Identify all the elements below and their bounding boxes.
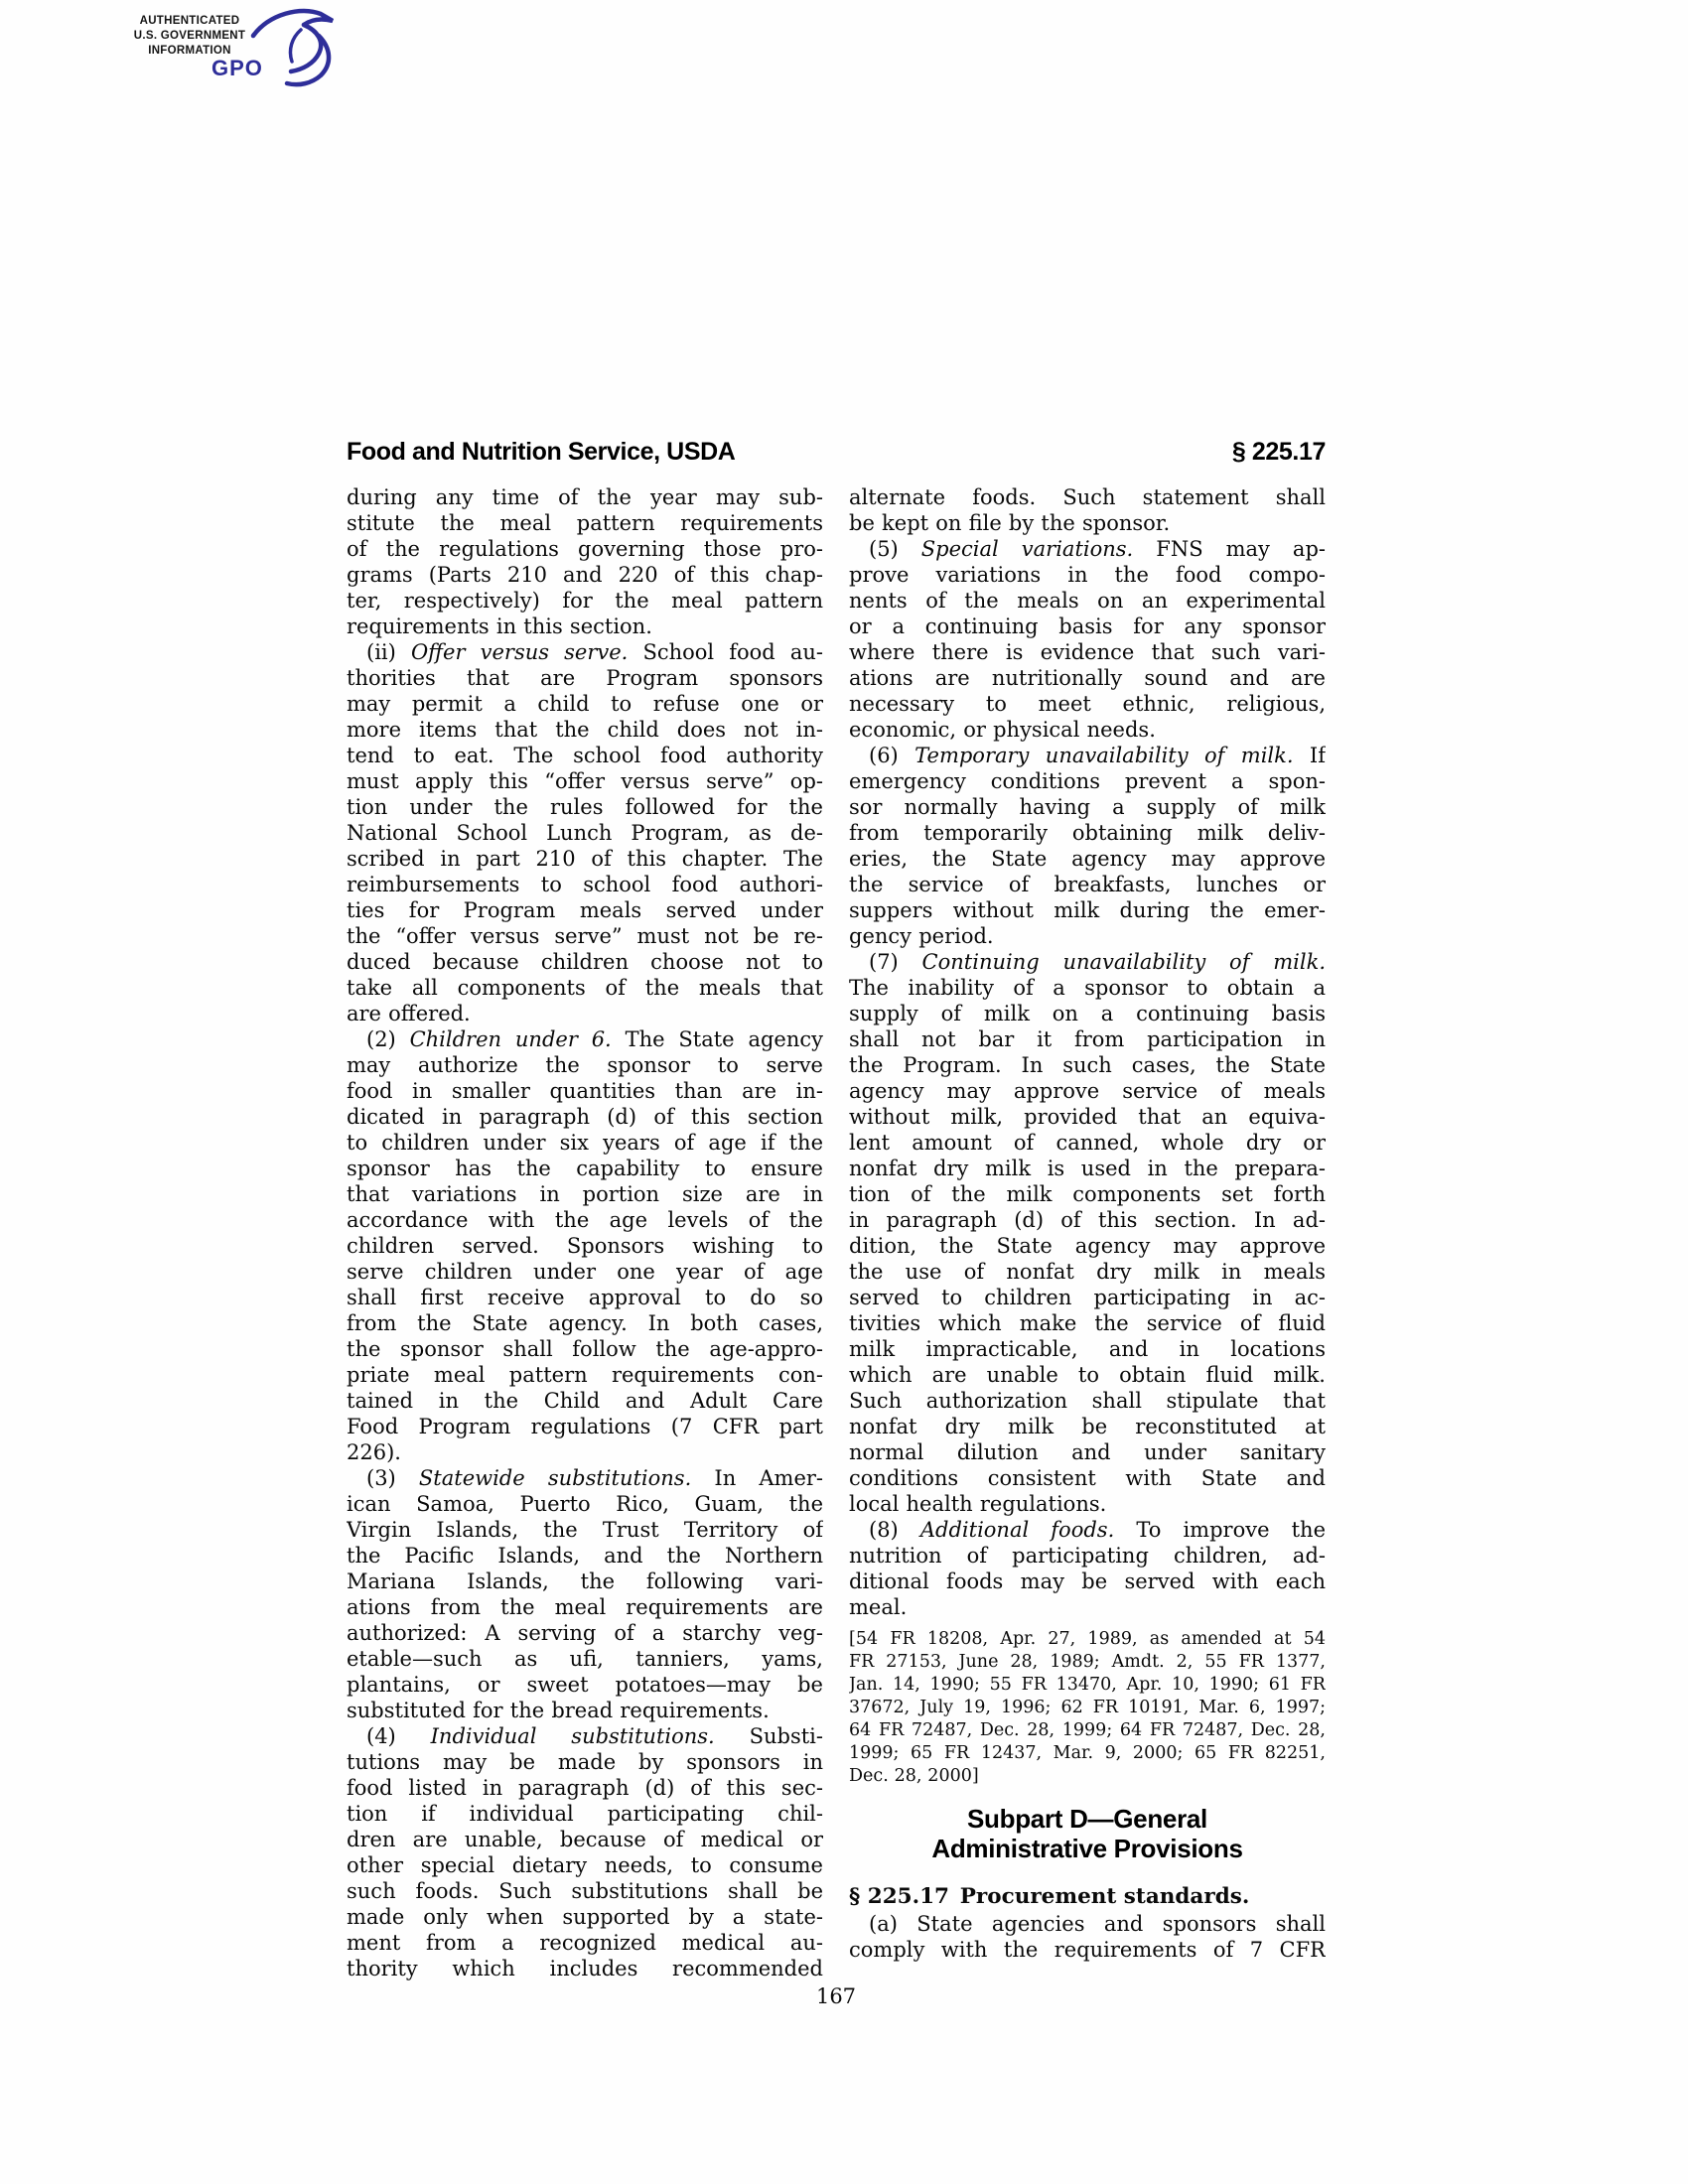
text-line: emergency conditions prevent a spon- [849, 769, 1326, 793]
text-line: grams (Parts 210 and 220 of this chap- [347, 563, 823, 587]
text-line: substituted for the bread requirements. [347, 1699, 770, 1722]
paragraph [347, 1723, 823, 1981]
text-line: alternate foods. Such statement shall [849, 485, 1326, 509]
text-line: ditional foods may be served with each [849, 1570, 1326, 1593]
page-number: 167 [815, 1984, 857, 2008]
text-line: without milk, provided that an equiva- [849, 1105, 1326, 1129]
text-line: ment from a recognized medical au- [347, 1931, 823, 1955]
text-line: duced because children choose not to [347, 950, 823, 974]
text-line: milk impracticable, and in locations [849, 1337, 1326, 1361]
text-line: dren are unable, because of medical or [347, 1828, 823, 1851]
paragraph [347, 1026, 823, 1465]
text-line: the use of nonfat dry milk in meals [849, 1260, 1326, 1284]
text-line: etable—such as ufi, tanniers, yams, [347, 1647, 823, 1671]
text-line: (2) Children under 6. The State agency [366, 1027, 823, 1051]
text-line: The inability of a sponsor to obtain a [849, 976, 1326, 1000]
text-line: [54 FR 18208, Apr. 27, 1989, as amended at 54 [849, 1629, 1326, 1649]
text-line: may permit a child to refuse one or [347, 692, 823, 716]
text-line: ican Samoa, Puerto Rico, Guam, the [347, 1492, 823, 1516]
text-line: children served. Sponsors wishing to [347, 1234, 823, 1258]
text-line: ations are nutritionally sound and are [849, 666, 1326, 690]
text-line: dicated in paragraph (d) of this section [347, 1105, 823, 1129]
text-line: shall first receive approval to do so [347, 1286, 823, 1309]
gpo-eagle-icon [245, 6, 337, 95]
text-line: may authorize the sponsor to serve [347, 1053, 823, 1077]
gpo-logo-text [122, 14, 257, 59]
text-line: (8) Additional foods. To improve the [869, 1518, 1326, 1542]
paragraph [849, 1911, 1326, 1963]
text-line: in paragraph (d) of this section. In ad- [849, 1208, 1326, 1232]
text-line: (4) Individual substitutions. Substi- [366, 1724, 823, 1748]
text-line: tivities which make the service of fluid [849, 1311, 1326, 1335]
text-line: necessary to meet ethnic, religious, [849, 692, 1326, 716]
text-line: (7) Continuing unavailability of milk. [869, 950, 1326, 974]
text-line: tend to eat. The school food authority [347, 744, 823, 767]
text-line: normal dilution and under sanitary [849, 1440, 1326, 1464]
text-line: gency period. [849, 924, 994, 948]
text-line: from temporarily obtaining milk deliv- [849, 821, 1326, 845]
text-column-left [347, 484, 823, 1981]
text-line: or a continuing basis for any sponsor [849, 614, 1326, 638]
subpart-heading [849, 1804, 1326, 1863]
subpart-heading-line: Subpart D—General [967, 1804, 1207, 1834]
paragraph [849, 536, 1326, 743]
text-line: food listed in paragraph (d) of this sec- [347, 1776, 823, 1800]
section-heading: § 225.17 Procurement standards. [849, 1884, 1250, 1909]
text-line: food in smaller quantities than are in- [347, 1079, 823, 1103]
text-line: nonfat dry milk be reconstituted at [849, 1415, 1326, 1438]
text-line: supply of milk on a continuing basis [849, 1002, 1326, 1025]
text-line: National School Lunch Program, as de- [347, 821, 823, 845]
text-line: (3) Statewide substitutions. In Amer- [366, 1466, 823, 1490]
text-line: stitute the meal pattern requirements [347, 511, 823, 535]
text-line: tion if individual participating chil- [347, 1802, 823, 1826]
text-line: thority which includes recommended [347, 1957, 823, 1980]
text-line: made only when supported by a state- [347, 1905, 823, 1929]
citation-block [849, 1628, 1326, 1788]
text-line: 1999; 65 FR 12437, Mar. 9, 2000; 65 FR 82251, [849, 1743, 1326, 1763]
text-line: conditions consistent with State and [849, 1466, 1326, 1490]
text-line: (ii) Offer versus serve. School food au- [366, 640, 823, 664]
paragraph [347, 484, 823, 639]
text-line: serve children under one year of age [347, 1260, 823, 1284]
text-line: sor normally having a supply of milk [849, 795, 1326, 819]
text-line: prove variations in the food compo- [849, 563, 1326, 587]
text-line: nutrition of participating children, ad- [849, 1544, 1326, 1568]
text-line: (a) State agencies and sponsors shall [869, 1912, 1326, 1936]
logo-line-information: INFORMATION [148, 45, 231, 57]
text-line: to children under six years of age if the [347, 1131, 823, 1155]
text-line: tion under the rules followed for the [347, 795, 823, 819]
gpo-wordmark: GPO [211, 56, 263, 80]
text-line: tutions may be made by sponsors in [347, 1750, 823, 1774]
subpart-heading-line: Administrative Provisions [931, 1834, 1243, 1863]
text-line: scribed in part 210 of this chapter. The [347, 847, 823, 871]
text-line: Food Program regulations (7 CFR part [347, 1415, 823, 1438]
running-header-title: Food and Nutrition Service, USDA [347, 438, 736, 466]
text-line: during any time of the year may sub- [347, 485, 823, 509]
text-line: are offered. [347, 1002, 471, 1025]
text-columns [347, 484, 1326, 1981]
text-line: shall not bar it from participation in [849, 1027, 1326, 1051]
text-line: where there is evidence that such vari- [849, 640, 1326, 664]
logo-line-government: U.S. GOVERNMENT [133, 30, 246, 42]
logo-line-authenticated: AUTHENTICATED [139, 15, 240, 27]
text-line: Dec. 28, 2000] [849, 1766, 979, 1786]
text-line: local health regulations. [849, 1492, 1107, 1516]
text-line: meal. [849, 1595, 908, 1619]
text-line: sponsor has the capability to ensure [347, 1157, 823, 1180]
text-line: the sponsor shall follow the age-appro- [347, 1337, 823, 1361]
text-line: 64 FR 72487, Dec. 28, 1999; 64 FR 72487, Dec. 28, [849, 1720, 1326, 1740]
text-line: which are unable to obtain fluid milk. [849, 1363, 1326, 1387]
paragraph [849, 484, 1326, 536]
text-line: thorities that are Program sponsors [347, 666, 823, 690]
text-line: nents of the meals on an experimental [849, 589, 1326, 613]
text-line: other special dietary needs, to consume [347, 1853, 823, 1877]
text-line: 37672, July 19, 1996; 62 FR 10191, Mar. 6, 1997; [849, 1698, 1326, 1717]
running-header [347, 438, 1326, 467]
text-line: nonfat dry milk is used in the prepara- [849, 1157, 1326, 1180]
text-line: must apply this “offer versus serve” op- [347, 769, 823, 793]
text-line: plantains, or sweet potatoes—may be [347, 1673, 823, 1697]
text-line: requirements in this section. [347, 614, 652, 638]
text-column-right [849, 484, 1326, 1981]
text-line: Jan. 14, 1990; 55 FR 13470, Apr. 10, 1990; 61 FR [849, 1675, 1326, 1695]
text-line: ter, respectively) for the meal pattern [347, 589, 823, 613]
text-line: reimbursements to school food authori- [347, 873, 823, 896]
text-line: Mariana Islands, the following vari- [347, 1570, 823, 1593]
text-line: ties for Program meals served under [347, 898, 823, 922]
text-line: of the regulations governing those pro- [347, 537, 823, 561]
text-line: tained in the Child and Adult Care [347, 1389, 823, 1413]
paragraph [849, 1517, 1326, 1620]
text-line: Virgin Islands, the Trust Territory of [347, 1518, 823, 1542]
text-line: that variations in portion size are in [347, 1182, 823, 1206]
text-line: (5) Special variations. FNS may ap- [869, 537, 1326, 561]
text-line: 226). [347, 1440, 401, 1464]
text-line: economic, or physical needs. [849, 718, 1156, 742]
running-header-section: § 225.17 [1231, 438, 1326, 466]
text-line: served to children participating in ac- [849, 1286, 1326, 1309]
text-line: dition, the State agency may approve [849, 1234, 1326, 1258]
gpo-authentication-logo [94, 6, 338, 91]
text-line: the “offer versus serve” must not be re- [347, 924, 823, 948]
text-line: eries, the State agency may approve [849, 847, 1326, 871]
text-line: lent amount of canned, whole dry or [849, 1131, 1326, 1155]
paragraph [849, 743, 1326, 949]
text-line: (6) Temporary unavailability of milk. If [869, 744, 1326, 767]
text-line: FR 27153, June 28, 1989; Amdt. 2, 55 FR 1377, [849, 1652, 1326, 1672]
text-line: such foods. Such substitutions shall be [347, 1879, 823, 1903]
text-line: Such authorization shall stipulate that [849, 1389, 1326, 1413]
paragraph [347, 1465, 823, 1723]
text-line: comply with the requirements of 7 CFR [849, 1938, 1326, 1962]
text-line: the Program. In such cases, the State [849, 1053, 1326, 1077]
paragraph [347, 639, 823, 1026]
text-line: priate meal pattern requirements con- [347, 1363, 823, 1387]
text-line: more items that the child does not in- [347, 718, 823, 742]
text-line: take all components of the meals that [347, 976, 823, 1000]
text-line: tion of the milk components set forth [849, 1182, 1326, 1206]
text-line: agency may approve service of meals [849, 1079, 1326, 1103]
text-line: the service of breakfasts, lunches or [849, 873, 1326, 896]
text-line: ations from the meal requirements are [347, 1595, 823, 1619]
text-line: suppers without milk during the emer- [849, 898, 1326, 922]
text-line: the Pacific Islands, and the Northern [347, 1544, 823, 1568]
text-line: be kept on file by the sponsor. [849, 511, 1171, 535]
text-line: from the State agency. In both cases, [347, 1311, 823, 1335]
text-line: authorized: A serving of a starchy veg- [347, 1621, 823, 1645]
paragraph [849, 949, 1326, 1517]
text-line: accordance with the age levels of the [347, 1208, 823, 1232]
